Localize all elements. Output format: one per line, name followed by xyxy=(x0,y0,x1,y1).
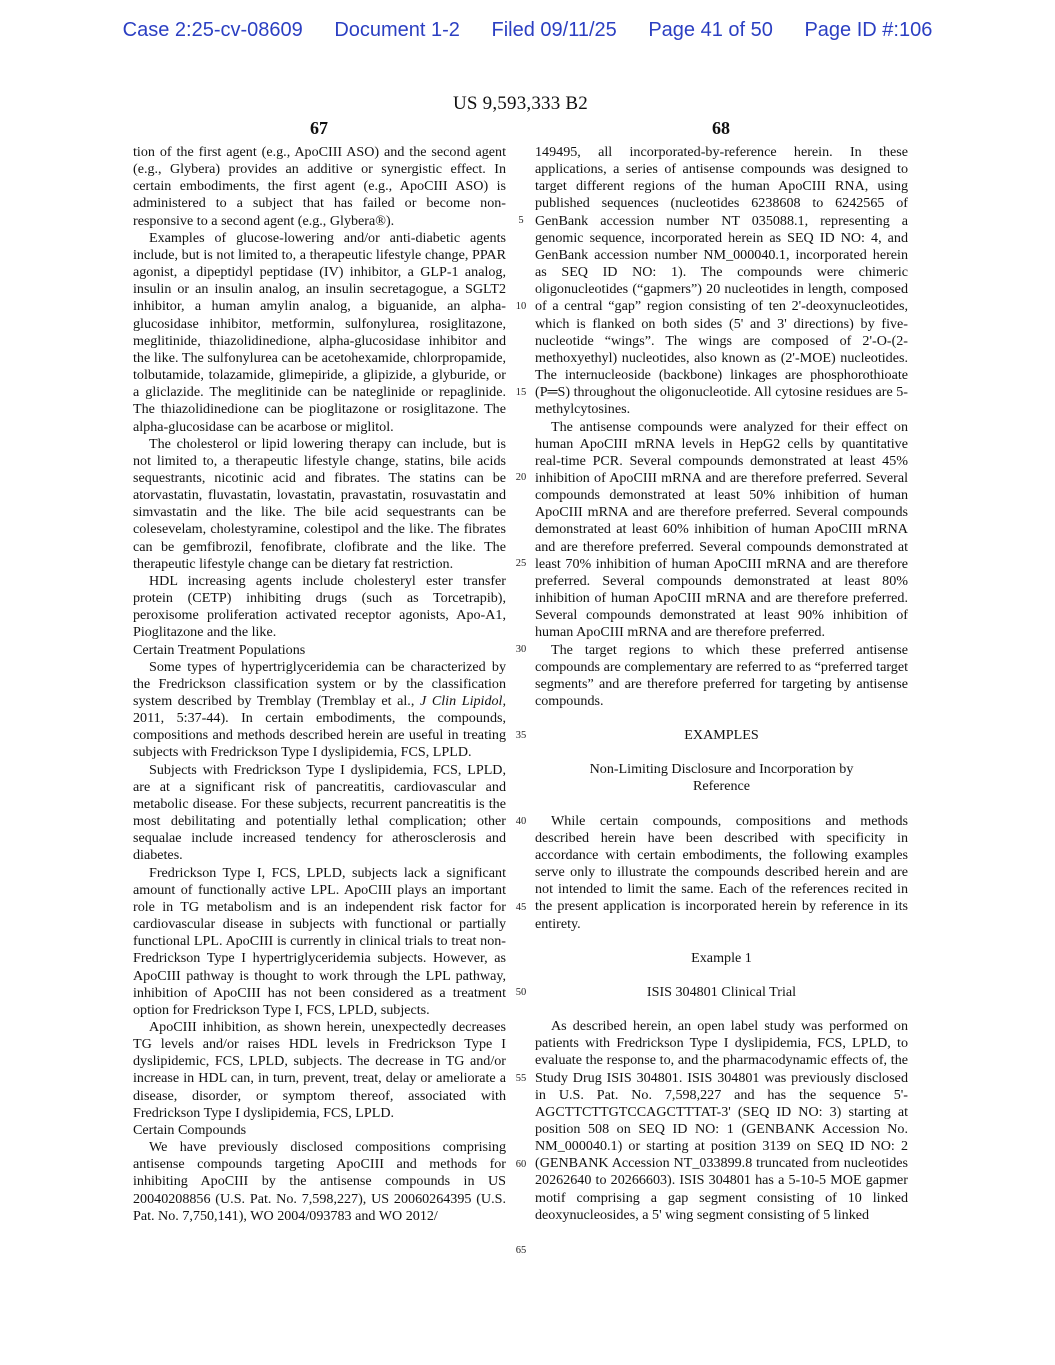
line-number: 50 xyxy=(515,987,527,998)
page-count: Page 41 of 50 xyxy=(648,19,773,41)
right-column xyxy=(535,144,908,1224)
line-number: 10 xyxy=(515,301,527,312)
page-id: Page ID #:106 xyxy=(804,19,933,41)
line-number: 20 xyxy=(515,472,527,483)
line-number: 30 xyxy=(515,644,527,655)
paragraph: Subjects with Fredrickson Type I dyslipidemia, FCS, LPLD, are at a significant risk of pancreatitis, cardiovascular and metabolic disease. For these subjects, recurrent pancreatitis is the most debilitating and potentially lethal complication; other sequalae include increased tendency for atherosclerosis and diabetes. xyxy=(133,761,506,864)
line-number: 15 xyxy=(515,387,527,398)
filed-date: Filed 09/11/25 xyxy=(491,19,617,41)
line-number: 35 xyxy=(515,730,527,741)
section-heading: Certain Treatment Populations xyxy=(133,641,306,658)
citation-journal: J Clin Lipidol, xyxy=(419,693,506,709)
examples-heading: EXAMPLES xyxy=(684,727,759,744)
paragraph: tion of the first agent (e.g., ApoCIII ASO) and the second agent (e.g., Glybera) provides an additive or synergistic effect. In certain embodiments, the first agent (e.g., ApoCIII ASO) is administered to a subject that has failed or become non-responsive to a second agent (e.g., Glybera®). xyxy=(133,144,506,229)
line-number: 25 xyxy=(515,558,527,569)
paragraph: The antisense compounds were analyzed for their effect on human ApoCIII mRNA levels in HepG2 cells by quantitative real-time PCR. Several compounds demonstrated at least 45% inhibition of ApoCIII mRNA and are therefore preferred. Several compounds demonstrated at least 50% inhibition of human ApoCIII mRNA and are therefore preferred. Several compounds demonstrated at least 60% inhibition of human ApoCIII mRNA and are therefore preferred. Several compounds demonstrated at least 70% inhibition of human ApoCIII mRNA and are therefore preferred. Several compounds demonstrated at least 80% inhibition of human ApoCIII mRNA and are therefore preferred. Several compounds demonstrated at least 90% inhibition of human ApoCIII mRNA and are therefore preferred. xyxy=(535,418,908,641)
paragraph: HDL increasing agents include cholesteryl ester transfer protein (CETP) inhibiting drugs (such as Torcetrapib), peroxisome proliferation activated receptor agonists, Apo-A1, Pioglitazone and the like. xyxy=(133,572,506,641)
paragraph: The cholesterol or lipid lowering therapy can include, but is not limited to, a therapeutic lifestyle change, statins, bile acids sequestrants, nicotinic acid and fibrates. The statins can be atorvastatin, fluvastatin, lovastatin, pravastatin, rosuvastatin and simvastatin and the like. The bile acid sequestrants can be colesevelam, cholestyramine, colestipol and the like. The fibrates can be gemfibrozil, fenofibrate, clofibrate and the like. The therapeutic lifestyle change can be dietary fat restriction. xyxy=(133,435,506,572)
subsection-heading: Non-Limiting Disclosure and Incorporation by Reference xyxy=(589,761,854,795)
left-column xyxy=(133,144,506,1225)
line-number: 45 xyxy=(515,902,527,913)
line-number: 60 xyxy=(515,1159,527,1170)
line-number: 40 xyxy=(515,816,527,827)
example-heading: Example 1 xyxy=(691,949,752,966)
case-number: Case 2:25-cv-08609 xyxy=(122,19,303,41)
document-number: Document 1-2 xyxy=(334,19,460,41)
paragraph: As described herein, an open label study was performed on patients with Fredrickson Type I dyslipidemia, FCS, LPLD, to evaluate the response to, and the pharmacodynamic effects of, the Study Drug ISIS 304801. ISIS 304801 was previously disclosed in U.S. Pat. No. 7,598,227 and has the sequence 5'-AGCTTCTTGTCCAGCTTTAT-3' (SEQ ID NO: 3) starting at position 508 on SEQ ID NO: 1 (GENBANK Accession No. NM_000040.1) or starting at position 3139 on SEQ ID NO: 2 (GENBANK Accession NT_033899.8 truncated from nucleotides 20262640 to 20266603). ISIS 304801 has a 5-10-5 MOE gapmer motif comprising a gap segment consisting of 10 linked deoxynucleosides, a 5' wing segment consisting of 5 linked xyxy=(535,1018,908,1223)
paragraph: While certain compounds, compositions and methods described herein have been described with specificity in accordance with certain embodiments, the following examples serve only to illustrate the compounds described herein and are not intended to limit the same. Each of the references recited in the present application is incorporated herein by reference in its entirety. xyxy=(535,812,908,932)
line-number: 55 xyxy=(515,1073,527,1084)
line-number: 65 xyxy=(515,1245,527,1256)
paragraph: ApoCIII inhibition, as shown herein, unexpectedly decreases TG levels and/or raises HDL levels in Fredrickson Type I dyslipidemic, FCS, LPLD, subjects. The decrease in TG and/or increase in HDL can, in turn, prevent, treat, delay or ameliorate a disease, disorder, or symptom thereof, associated with Fredrickson Type I dyslipidemia, FCS, LPLD. xyxy=(133,1018,506,1121)
patent-number: US 9,593,333 B2 xyxy=(453,93,588,114)
paragraph: Fredrickson Type I, FCS, LPLD, subjects lack a significant amount of functionally active LPL. ApoCIII plays an important role in TG metabolism and is an independent risk factor for cardiovascular disease in subjects with functional or partially functional LPL. ApoCIII is currently in clinical trials to treat non-Fredrickson Type I hypertriglyceridemia subjects. However, as ApoCIII pathway is thought to work through the LPL pathway, inhibition of ApoCIII has not been considered as a treatment option for Fredrickson Type I, FCS, LPLD, subjects. xyxy=(133,864,506,1018)
paragraph: Examples of glucose-lowering and/or anti-diabetic agents include, but is not limited to, a therapeutic lifestyle change, PPAR agonist, a dipeptidyl peptidase (IV) inhibitor, a GLP-1 analog, insulin or an insulin analog, an insulin secretagogue, a SGLT2 inhibitor, a human amylin analog, a biguanide, an alpha-glucosidase inhibitor, metformin, sulfonylurea, rosiglitazone, meglitinide, thiazolidinedione, alpha-glucosidase inhibitor and the like. The sulfonylurea can be acetohexamide, chlorpropamide, tolbutamide, tolazamide, glimepiride, a glipizide, a glyburide, or a gliclazide. The meglitinide can be nateglinide or repaglinide. The thiazolidinedione can be pioglitazone or rosiglitazone. The alpha-glucosidase can be acarbose or miglitol. xyxy=(133,229,506,435)
line-number: 5 xyxy=(518,215,524,226)
paragraph xyxy=(133,659,506,762)
paragraph-text: 2011, 5:37-44). In certain embodiments, the compounds, compositions and methods described herein are useful in treating subjects with Fredrickson Type I dyslipidemia, FCS, LPLD. xyxy=(133,710,506,761)
paragraph-text: Some types of hypertriglyceridemia can be characterized by the Fredrickson classification system or by the classification system described by Tremblay (Tremblay et al., xyxy=(133,658,506,709)
court-filing-header xyxy=(0,19,1055,42)
page-number-left: 67 xyxy=(310,118,328,138)
paragraph: We have previously disclosed compositions comprising antisense compounds targeting ApoCIII and methods for inhibiting ApoCIII by the antisense compounds in US 20040208856 (U.S. Pat. No. 7,598,227), US 20060264395 (U.S. Pat. No. 7,750,141), WO 2004/093783 and WO 2012/ xyxy=(133,1139,506,1224)
section-heading: Certain Compounds xyxy=(133,1121,247,1138)
paragraph: The target regions to which these preferred antisense compounds are complementary are referred to as “preferred target segments” and are therefore preferred for targeting by antisense compounds. xyxy=(535,641,908,709)
page-number-right: 68 xyxy=(712,118,730,138)
paragraph: 149495, all incorporated-by-reference herein. In these applications, a series of antisense compounds was designed to target different regions of the human ApoCIII RNA, using published sequences (nucleotides 6238608 to 6242565 of GenBank accession number NT 035088.1, representing a genomic sequence, incorporated herein as SEQ ID NO: 4, and GenBank accession number NM_000040.1, incorporated herein as SEQ ID NO: 1). The compounds were chimeric oligonucleotides (“gapmers”) 20 nucleotides in length, composed of a central “gap” region consisting of ten 2'-deoxynucleotides, which is flanked on both sides (5' and 3' directions) by five-nucleotide “wings”. The wings are composed of 2'-O-(2-methoxyethyl) nucleotides, also known as (2'-MOE) nucleotides. The internucleoside (backbone) linkages are phosphorothioate (P═S) throughout the oligonucleotide. All cytosine residues are 5-methylcytosines. xyxy=(535,144,908,418)
example-title: ISIS 304801 Clinical Trial xyxy=(646,983,797,1000)
